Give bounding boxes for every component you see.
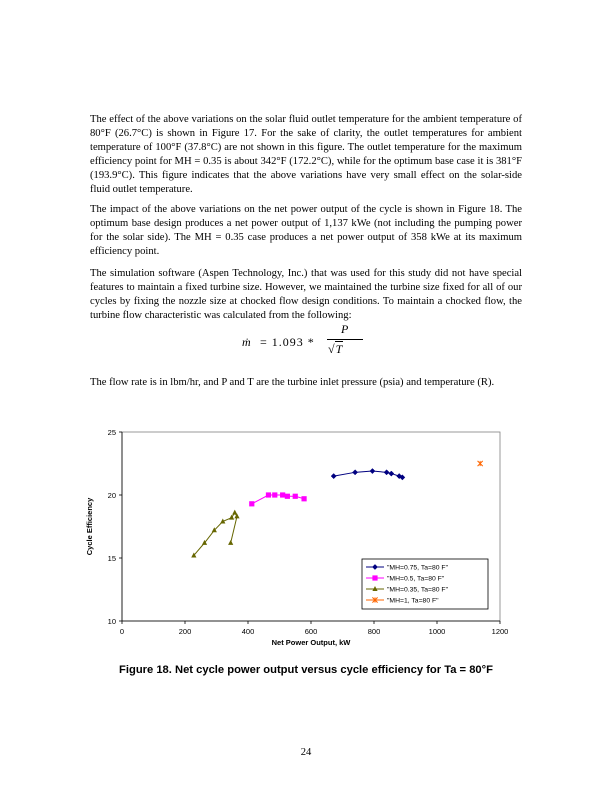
paragraph-4: The flow rate is in lbm/hr, and P and T are the turbine inlet pressure (psia) and temperature (R). bbox=[90, 377, 495, 388]
x-axis-title: Net Power Output, kW bbox=[271, 638, 351, 647]
efficiency-chart bbox=[80, 422, 520, 654]
legend-swatch-marker bbox=[372, 575, 377, 580]
data-point bbox=[478, 461, 483, 466]
flow-equation bbox=[240, 322, 380, 362]
chart-axes bbox=[85, 428, 508, 647]
legend-label: "MH=0.5, Ta=80 F" bbox=[387, 575, 445, 583]
data-point bbox=[272, 492, 277, 497]
data-point bbox=[228, 540, 233, 545]
series-4 bbox=[478, 461, 483, 466]
data-point bbox=[353, 470, 358, 475]
data-point bbox=[280, 492, 285, 497]
y-tick-label: 20 bbox=[107, 491, 116, 500]
x-tick-label: 0 bbox=[119, 627, 125, 636]
x-tick-label: 1000 bbox=[428, 627, 446, 636]
equation-numerator: P bbox=[341, 322, 349, 336]
data-point bbox=[389, 471, 394, 476]
page-number: 24 bbox=[300, 747, 312, 758]
x-tick-label: 1200 bbox=[491, 627, 509, 636]
chart-legend bbox=[362, 559, 488, 609]
data-point bbox=[370, 468, 375, 473]
equation-denominator-var: T bbox=[335, 342, 343, 356]
x-tick-label: 200 bbox=[178, 627, 192, 636]
y-tick-label: 25 bbox=[107, 428, 116, 437]
figure-caption: Figure 18. Net cycle power output versus cycle efficiency for Ta = 80°F bbox=[119, 664, 493, 676]
equation-denominator bbox=[328, 342, 343, 357]
equation-coefficient: = 1.093 * bbox=[260, 335, 315, 349]
y-tick-label: 10 bbox=[107, 617, 116, 626]
series-2 bbox=[249, 492, 306, 506]
data-point bbox=[293, 494, 298, 499]
paragraph-3: The simulation software (Aspen Technology, Inc.) that was used for this study did not have special features to maintain a fixed turbine size. However, we maintained the turbine size fixed for all of our cycles by fixing the nozzle size at chocked flow design conditions. To maintain a chocked flow, the turbine flow characteristic was calculated from the following: bbox=[90, 268, 522, 321]
paragraph-2: The impact of the above variations on the net power output of the cycle is shown in Figure 18. The optimum base design produces a net power output of 1,137 kWe (not including the pumping power for the solar side). The MH = 0.35 case produces a net power output of 358 kWe at its maximum efficiency point. bbox=[90, 204, 522, 257]
y-tick-label: 15 bbox=[107, 554, 116, 563]
series-1 bbox=[331, 468, 405, 480]
series-3 bbox=[191, 510, 239, 558]
paragraph-1: The effect of the above variations on the solar fluid outlet temperature for the ambient temperature of 80°F (26.7°C) is shown in Figure 17. For the sake of clarity, the outlet temperatures for ambient temperature of 100°F (37.8°C) are not shown in this figure. The outlet temperature for the maximum efficiency point for MH = 0.35 is about 342°F (172.2°C), while for the optimum base case it is 381°F (193.9°C). This figure indicates that the above variations have very small effect on the solar-side fluid outlet temperature. bbox=[90, 114, 522, 195]
x-tick-label: 800 bbox=[367, 627, 381, 636]
legend-label: "MH=0.75, Ta=80 F" bbox=[387, 564, 448, 572]
x-tick-label: 600 bbox=[304, 627, 318, 636]
data-point bbox=[331, 474, 336, 479]
y-axis-title: Cycle Efficiency bbox=[85, 497, 94, 556]
equation-fraction-bar bbox=[327, 339, 363, 340]
data-point bbox=[285, 494, 290, 499]
data-point bbox=[232, 510, 237, 515]
data-point bbox=[384, 470, 389, 475]
data-point bbox=[249, 501, 254, 506]
chart-series bbox=[191, 461, 483, 558]
data-point bbox=[301, 496, 306, 501]
legend-label: "MH=1, Ta=80 F" bbox=[387, 597, 439, 605]
legend-label: "MH=0.35, Ta=80 F" bbox=[387, 586, 448, 594]
data-point bbox=[266, 492, 271, 497]
x-tick-label: 400 bbox=[241, 627, 255, 636]
equation-lhs: ṁ bbox=[242, 335, 251, 349]
sqrt-sign-icon: √ bbox=[328, 342, 335, 356]
